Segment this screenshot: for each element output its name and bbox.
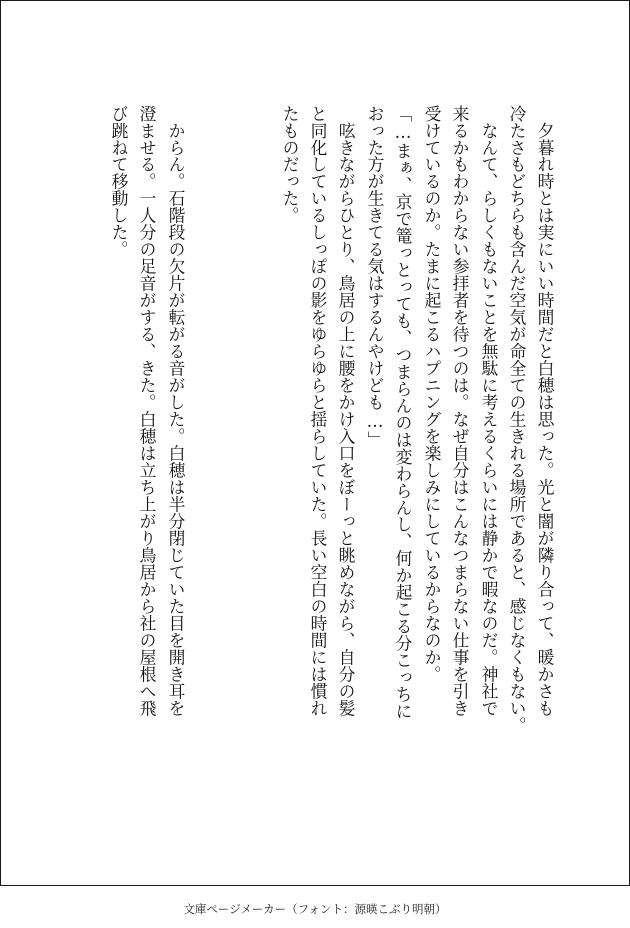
text-line: たものだった。 [280,105,300,224]
text-line: 来るかもわからない参拝者を待つのは。なぜ自分はこんなつまらない仕事を引き [450,105,470,717]
text-line: からん。石階段の欠片が転がる音がした。白穂は半分閉じていた目を開き耳を [166,105,186,717]
footer-caption: 文庫ページメーカー（フォント：源暎こぶり明朝） [183,902,447,916]
text-line: 受けているのか。たまに起こるハプニングを楽しみにしているからなのか。 [422,105,442,683]
text-line: おった方が生きてる気はするんやけども…」 [365,105,385,449]
text-line: 夕暮れ時とは実にいい時間だと白穂は思った。光と闇が隣り合って、暖かさも [535,105,555,717]
text-line: 澄ませる。一人分の足音がする、きた。白穂は立ち上がり鳥居から社の屋根へ飛 [137,105,157,717]
text-line: び跳ねて移動した。 [109,105,129,258]
text-line: 冷たさもどちらも含んだ空気が命全ての生きれる場所であると、感じなくもない。 [507,105,527,734]
text-line: 「…まぁ、京で篭っとっても、つまらんのは変わらんし、何か起こる分こっちに [393,105,413,720]
text-line: 呟きながらひとり、鳥居の上に腰をかけ入口をぼーっと眺めながら、自分の髪 [336,105,356,717]
text-line: なんて、らしくもないことを無駄に考えるくらいには静かで暇なのだ。神社で [479,105,499,717]
text-line: と同化しているしっぽの影をゆらゆらと揺らしていた。長い空白の時間には慣れ [308,105,328,717]
